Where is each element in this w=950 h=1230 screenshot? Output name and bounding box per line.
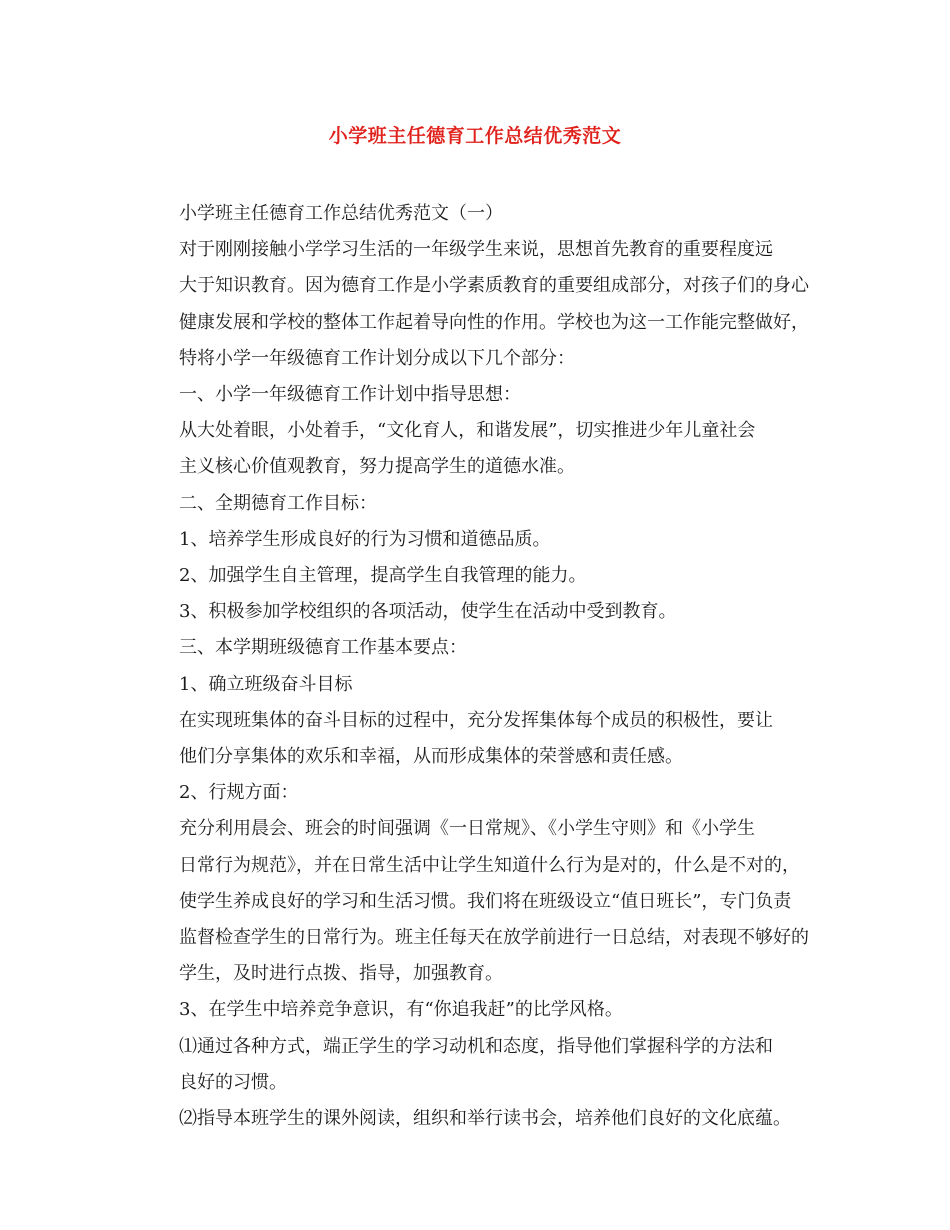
paragraph-line: 对于刚刚接触小学学习生活的一年级学生来说，思想首先教育的重要程度远	[179, 239, 773, 261]
paragraph-line: 2、行规方面：	[179, 782, 299, 804]
paragraph-line: 一、小学一年级德育工作计划中指导思想：	[179, 384, 521, 406]
paragraph	[143, 196, 823, 232]
paragraph	[143, 558, 823, 594]
paragraph-line: 二、全期德育工作目标：	[179, 492, 377, 514]
paragraph-line: ⑴通过各种方式，端正学生的学习动机和态度，指导他们掌握科学的方法和	[179, 1035, 773, 1057]
paragraph-line: 监督检查学生的日常行为。班主任每天在放学前进行一日总结，对表现不够好的	[179, 927, 809, 949]
paragraph-line: 充分利用晨会、班会的时间强调《一日常规》、《小学生守则》和《小学生	[179, 818, 755, 840]
paragraph	[143, 486, 823, 522]
paragraph	[143, 703, 823, 775]
paragraph-line: 使学生养成良好的学习和生活习惯。我们将在班级设立“值日班长”，专门负责	[179, 890, 792, 912]
paragraph	[143, 522, 823, 558]
paragraph	[143, 811, 823, 992]
document-title: 小学班主任德育工作总结优秀范文	[328, 125, 622, 147]
paragraph	[143, 775, 823, 811]
paragraph-line: 1、培养学生形成良好的行为习惯和道德品质。	[179, 528, 551, 550]
paragraph-line: 在实现班集体的奋斗目标的过程中，充分发挥集体每个成员的积极性，要让	[179, 709, 773, 731]
paragraph	[143, 377, 823, 413]
paragraph	[143, 630, 823, 666]
paragraph-line: 日常行为规范》，并在日常生活中让学生知道什么行为是对的，什么是不对的，	[179, 854, 800, 876]
paragraph	[143, 667, 823, 703]
paragraph-line: 学生，及时进行点拨、指导，加强教育。	[179, 963, 503, 985]
paragraph-line: 良好的习惯。	[179, 1071, 287, 1093]
paragraph-line: 特将小学一年级德育工作计划分成以下几个部分：	[179, 347, 575, 369]
document-body	[143, 196, 823, 1137]
paragraph-line: 他们分享集体的欢乐和幸福，从而形成集体的荣誉感和责任感。	[179, 746, 683, 768]
paragraph-line: 健康发展和学校的整体工作起着导向性的作用。学校也为这一工作能完整做好，	[179, 311, 809, 333]
paragraph-line: 从大处着眼，小处着手，“文化育人，和谐发展”，切实推进少年儿童社会	[179, 420, 756, 442]
paragraph-line: 3、在学生中培养竞争意识，有“你追我赶”的比学风格。	[179, 999, 623, 1021]
paragraph	[143, 1029, 823, 1101]
paragraph	[143, 232, 823, 377]
paragraph	[143, 413, 823, 485]
paragraph-line: 3、积极参加学校组织的各项活动，使学生在活动中受到教育。	[179, 601, 677, 623]
paragraph-line: 大于知识教育。因为德育工作是小学素质教育的重要组成部分，对孩子们的身心	[179, 275, 809, 297]
paragraph-line: 主义核心价值观教育，努力提高学生的道德水准。	[179, 456, 575, 478]
paragraph-line: 小学班主任德育工作总结优秀范文（一）	[179, 203, 503, 224]
paragraph-line: 三、本学期班级德育工作基本要点：	[179, 637, 467, 659]
paragraph-line: ⑵指导本班学生的课外阅读，组织和举行读书会，培养他们良好的文化底蕴。	[179, 1108, 791, 1130]
paragraph	[143, 992, 823, 1028]
paragraph	[143, 594, 823, 630]
paragraph-line: 2、加强学生自主管理，提高学生自我管理的能力。	[179, 565, 587, 587]
paragraph-line: 1、确立班级奋斗目标	[179, 673, 353, 695]
paragraph	[143, 1101, 823, 1137]
